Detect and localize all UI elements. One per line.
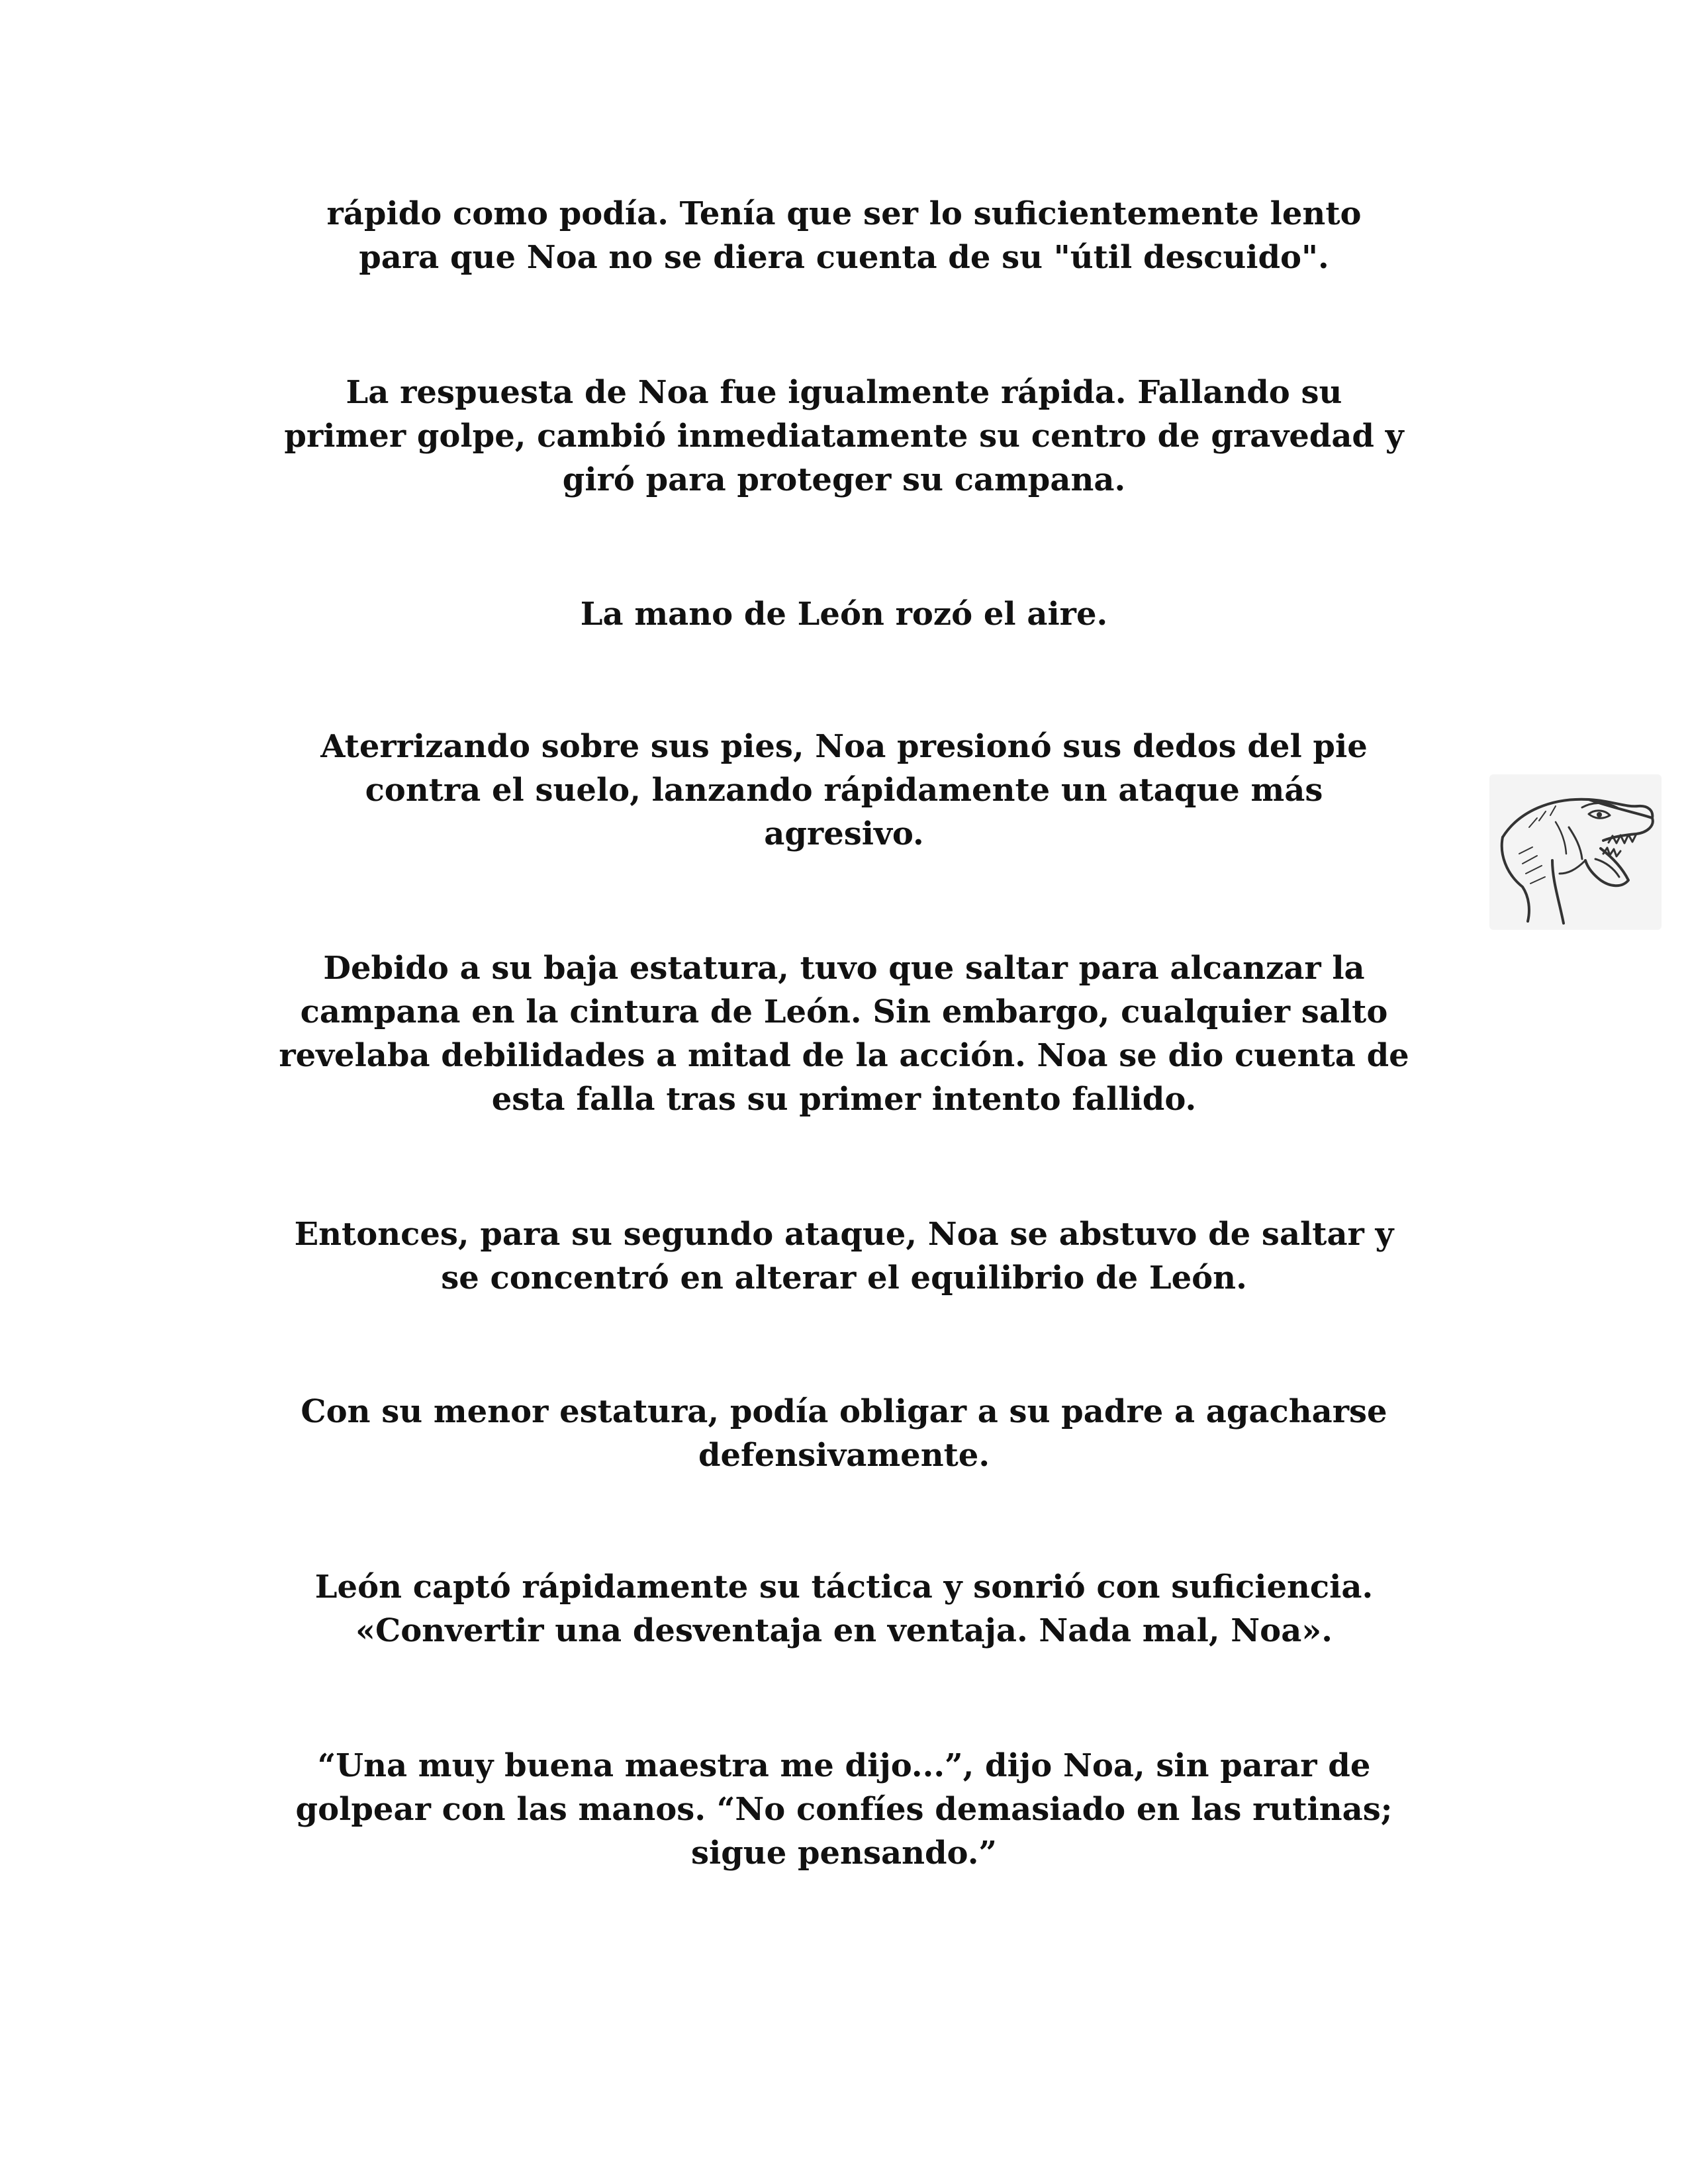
- paragraph-line: «Convertir una desventaja en ventaja. Nada mal, Noa».: [355, 1612, 1333, 1649]
- paragraph-line: Entonces, para su segundo ataque, Noa se abstuvo de saltar y: [294, 1216, 1394, 1253]
- paragraph-line: revelaba debilidades a mitad de la acción. Noa se dio cuenta de: [279, 1037, 1409, 1074]
- paragraph-6: [218, 1212, 1470, 1300]
- paragraph-line: esta falla tras su primer intento fallido.: [491, 1081, 1197, 1118]
- paragraph-line: primer golpe, cambió inmediatamente su centro de gravedad y: [284, 418, 1404, 455]
- paragraph-line: “Una muy buena maestra me dijo...”, dijo Noa, sin parar de: [317, 1747, 1371, 1784]
- paragraph-line: Con su menor estatura, podía obligar a su padre a agacharse: [301, 1393, 1387, 1430]
- paragraph-7: [218, 1390, 1470, 1477]
- dinosaur-head-sketch-icon: [1489, 774, 1662, 930]
- paragraph-line: agresivo.: [764, 815, 924, 852]
- paragraph-3: [218, 592, 1470, 636]
- paragraph-1: [218, 192, 1470, 279]
- paragraph-line: para que Noa no se diera cuenta de su "útil descuido".: [359, 239, 1329, 276]
- paragraph-line: Aterrizando sobre sus pies, Noa presionó sus dedos del pie: [320, 728, 1368, 765]
- paragraph-line: sigue pensando.”: [690, 1835, 998, 1872]
- paragraph-8: [218, 1565, 1470, 1653]
- paragraph-line: contra el suelo, lanzando rápidamente un ataque más: [365, 772, 1323, 809]
- paragraph-line: defensivamente.: [698, 1437, 990, 1474]
- paragraph-line: campana en la cintura de León. Sin embargo, cualquier salto: [300, 993, 1388, 1030]
- paragraph-line: rápido como podía. Tenía que ser lo suficientemente lento: [326, 195, 1362, 232]
- paragraph-line: León captó rápidamente su táctica y sonrió con suficiencia.: [314, 1569, 1374, 1606]
- paragraph-line: La respuesta de Noa fue igualmente rápida. Fallando su: [346, 374, 1342, 411]
- paragraph-2: [218, 371, 1470, 502]
- paragraph-line: se concentró en alterar el equilibrio de León.: [441, 1259, 1247, 1297]
- paragraph-line: giró para proteger su campana.: [562, 461, 1126, 498]
- paragraph-4: [218, 725, 1470, 856]
- paragraph-9: [218, 1744, 1470, 1875]
- paragraph-line: La mano de León rozó el aire.: [580, 596, 1108, 633]
- paragraph-5: [218, 946, 1470, 1121]
- paragraph-line: golpear con las manos. “No confíes demasiado en las rutinas;: [295, 1791, 1393, 1828]
- paragraph-line: Debido a su baja estatura, tuvo que saltar para alcanzar la: [323, 950, 1365, 987]
